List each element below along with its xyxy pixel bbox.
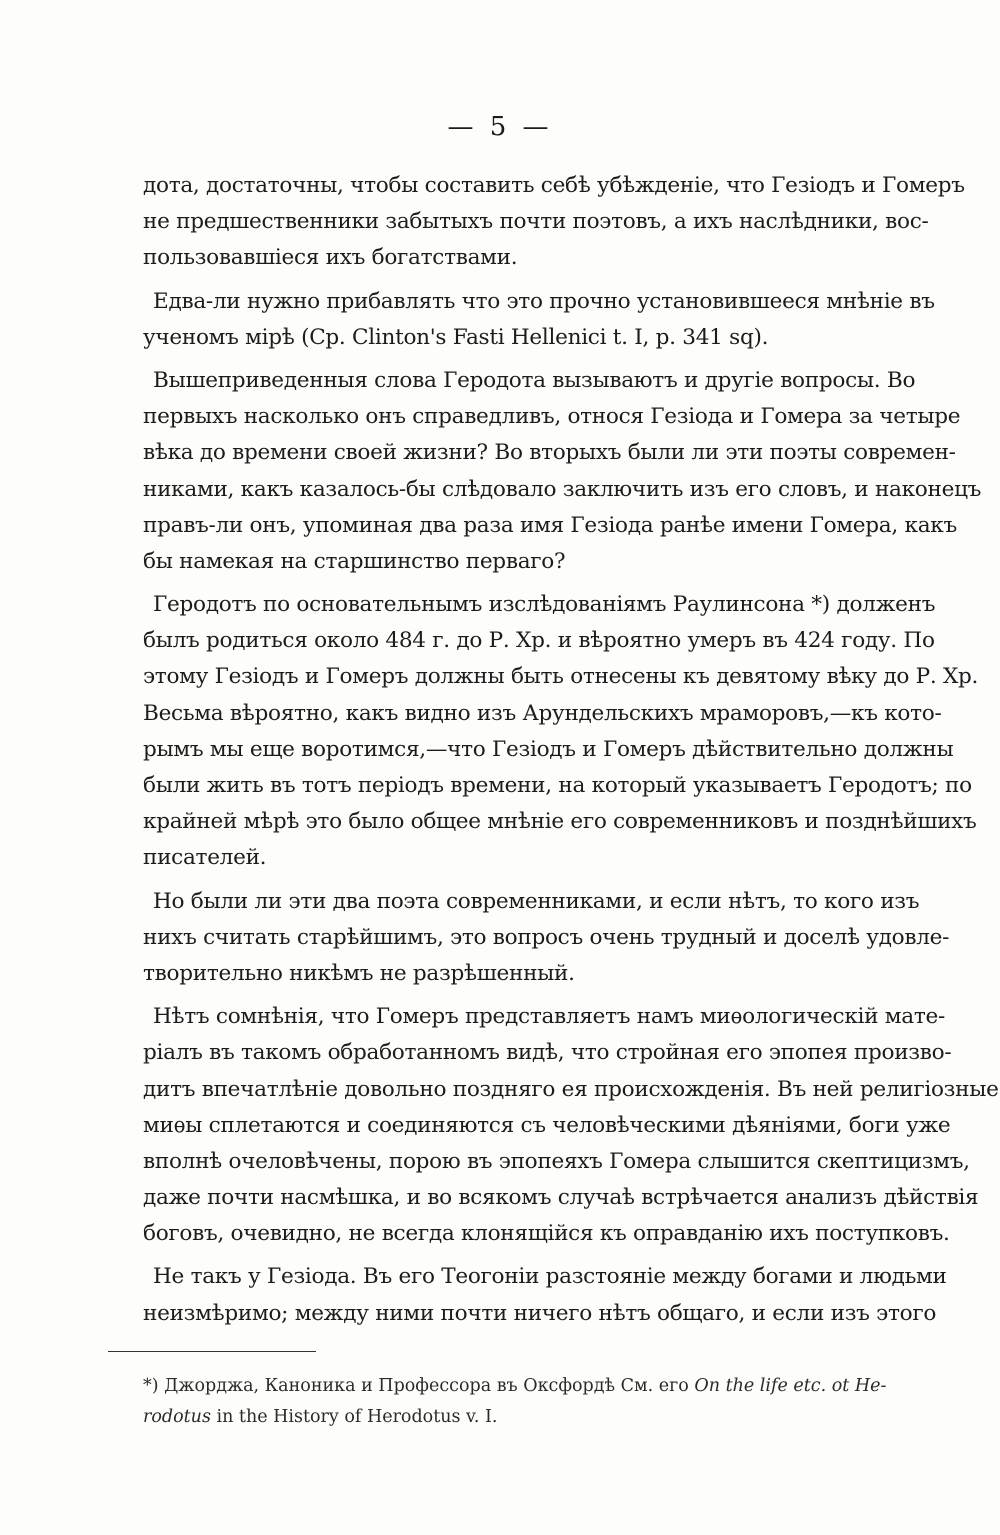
- page-number: — 5 —: [447, 112, 553, 142]
- text-line: боговъ, очевидно, не всегда клонящійся къ оправданію ихъ поступковъ.: [143, 1221, 950, 1247]
- text-line: писателей.: [143, 845, 267, 871]
- footnote-line: [143, 1402, 868, 1433]
- text-line: ріалъ въ такомъ обработанномъ видѣ, что стройная его эпопея произво-: [143, 1040, 952, 1066]
- text-line: Не такъ у Гезіода. Въ его Теогоніи разстояніе между богами и людьми: [153, 1264, 947, 1290]
- footnote-italic-title: rodotus: [143, 1407, 211, 1427]
- text-line: рымъ мы еще воротимся,—что Гезіодъ и Гомеръ дѣйствительно должны: [143, 736, 954, 762]
- paragraph: [143, 884, 950, 993]
- text-line: Весьма вѣроятно, какъ видно изъ Арундельскихъ мраморовъ,—къ кото-: [143, 700, 942, 726]
- text-line: Но были ли эти два поэта современниками, и если нѣтъ, то кого изъ: [153, 888, 920, 914]
- footnote-text: in the History of Herodotus v. I.: [210, 1407, 498, 1427]
- paragraph: [143, 587, 979, 877]
- text-line: былъ родиться около 484 г. до Р. Хр. и вѣроятно умеръ въ 424 году. По: [143, 628, 935, 654]
- text-line: ученомъ мірѣ (Ср. Clinton's Fasti Hellenici t. I, p. 341 sq).: [143, 324, 769, 350]
- text-line: Геродотъ по основательнымъ изслѣдованіямъ Раулинсона *) долженъ: [153, 592, 936, 618]
- text-line: Нѣтъ сомнѣнія, что Гомеръ представляетъ намъ миѳологическій мате-: [153, 1004, 945, 1030]
- paragraph: [143, 1259, 947, 1331]
- text-line: не предшественники забытыхъ почти поэтовъ, а ихъ наслѣдники, вос-: [143, 209, 929, 235]
- footnote-text: *) Джорджа, Каноника и Профессора въ Оксфордѣ См. его: [143, 1376, 695, 1396]
- paragraph: [143, 284, 935, 356]
- text-line: вѣка до времени своей жизни? Во вторыхъ были ли эти поэты современ-: [143, 440, 956, 466]
- footnote-italic-title: On the life etc. ot He-: [694, 1376, 887, 1396]
- text-line: пользовавшіеся ихъ богатствами.: [143, 245, 518, 271]
- paragraph: [143, 168, 965, 277]
- text-line: дитъ впечатлѣніе довольно поздняго ея происхожденія. Въ ней религіозные: [143, 1076, 999, 1102]
- text-line: первыхъ насколько онъ справедливъ, относя Гезіода и Гомера за четыре: [143, 404, 961, 430]
- text-line: Вышеприведенныя слова Геродота вызываютъ и другіе вопросы. Во: [153, 367, 916, 393]
- paragraph: [143, 999, 999, 1252]
- text-line: крайней мѣрѣ это было общее мнѣніе его современниковъ и позднѣйшихъ: [143, 809, 977, 835]
- text-line: вполнѣ очеловѣчены, порою въ эпопеяхъ Гомера слышится скептицизмъ,: [143, 1148, 970, 1174]
- text-line: творительно никѣмъ не разрѣшенный.: [143, 960, 575, 986]
- text-line: правъ-ли онъ, упоминая два раза имя Гезіода ранѣе имени Гомера, какъ: [143, 512, 957, 538]
- text-line: никами, какъ казалось-бы слѣдовало заключить изъ его словъ, и наконецъ: [143, 476, 982, 502]
- text-line: бы намекая на старшинство перваго?: [143, 548, 566, 574]
- text-line: дота, достаточны, чтобы составить себѣ убѣжденіе, что Гезіодъ и Гомеръ: [143, 173, 965, 198]
- text-line: нихъ считать старѣйшимъ, это вопросъ очень трудный и доселѣ удовле-: [143, 924, 950, 950]
- footnote-line: [143, 1371, 887, 1402]
- text-line: этому Гезіодъ и Гомеръ должны быть отнесены къ девятому вѣку до Р. Хр.: [143, 664, 979, 690]
- text-line: были жить въ тотъ періодъ времени, на который указываетъ Геродотъ; по: [143, 773, 972, 798]
- footnote-divider: [108, 1351, 316, 1352]
- footnote: [143, 1371, 887, 1433]
- text-line: неизмѣримо; между ними почти ничего нѣтъ общаго, и если изъ этого: [143, 1300, 937, 1326]
- body-text: [143, 168, 999, 1332]
- text-line: Едва-ли нужно прибавлять что это прочно установившееся мнѣніе въ: [153, 288, 935, 314]
- paragraph: [143, 363, 982, 580]
- text-line: миѳы сплетаются и соединяются съ человѣческими дѣяніями, боги уже: [143, 1112, 951, 1138]
- text-line: даже почти насмѣшка, и во всякомъ случаѣ встрѣчается анализъ дѣйствія: [143, 1185, 979, 1211]
